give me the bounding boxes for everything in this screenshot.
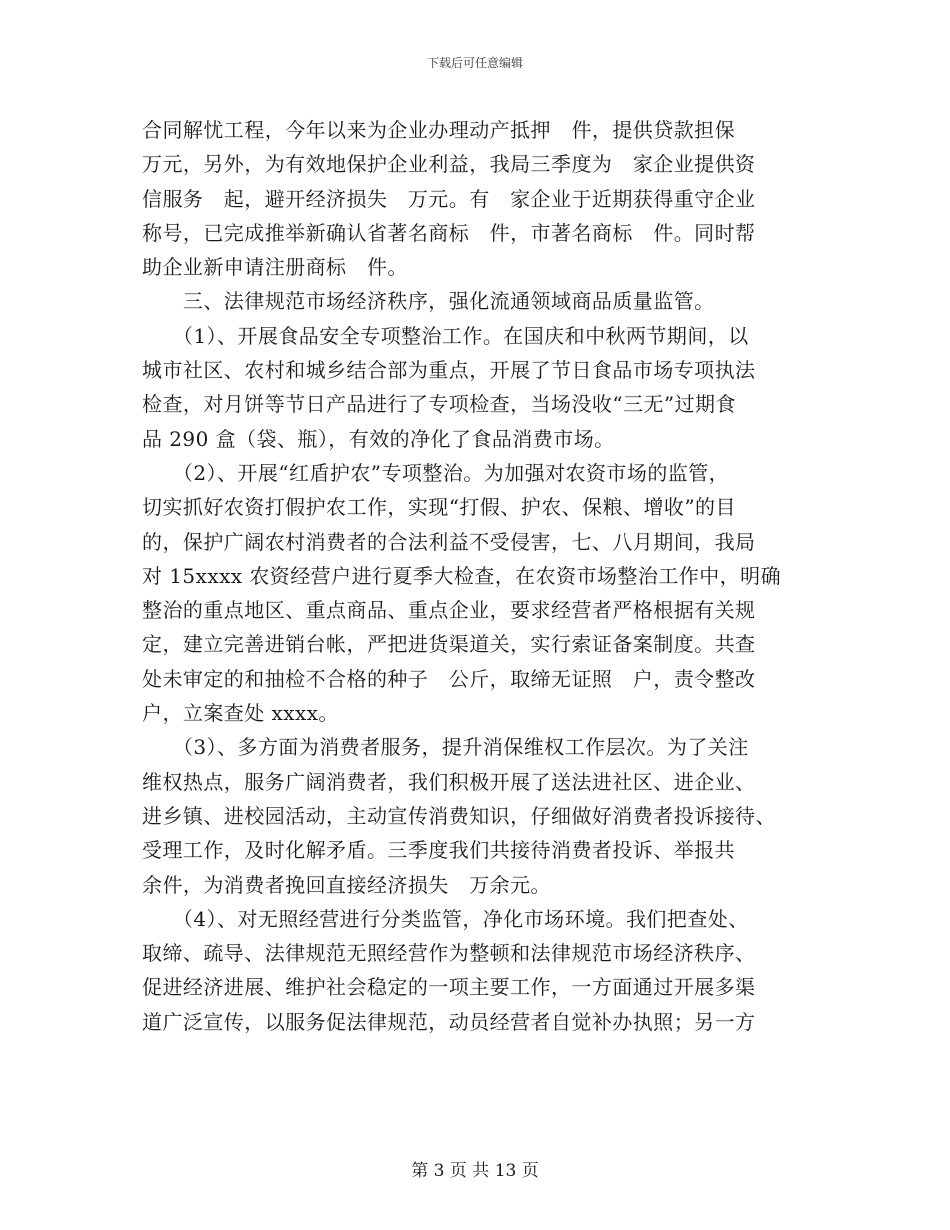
document-body bbox=[142, 113, 812, 1039]
text-line: （4）、对无照经营进行分类监管，净化市场环境。我们把查处、 bbox=[142, 906, 749, 931]
text-line: （3）、多方面为消费者服务，提升消保维权工作层次。为了关注 bbox=[142, 735, 749, 760]
text-line: 取缔、疏导、法律规范无照经营作为整顿和法律规范市场经济秩序、 bbox=[142, 941, 756, 966]
text-line: 合同解忧工程，今年以来为企业办理动产抵押 件，提供贷款担保 bbox=[142, 118, 736, 142]
text-line: 余件，为消费者挽回直接经济损失 万余元。 bbox=[142, 872, 551, 897]
text-line: 受理工作，及时化解矛盾。三季度我们共接待消费者投诉、举报共 bbox=[142, 838, 736, 863]
text-line: 进乡镇、进校园活动，主动宣传消费知识，仔细做好消费者投诉接待、 bbox=[142, 803, 776, 828]
text-line: 道广泛宣传，以服务促法律规范，动员经营者自觉补办执照；另一方 bbox=[142, 1009, 756, 1034]
text-line: 助企业新申请注册商标 件。 bbox=[142, 255, 408, 280]
text-line: 促进经济进展、维护社会稳定的一项主要工作，一方面通过开展多渠 bbox=[142, 975, 756, 1000]
text-line: 户，立案查处 xxxx。 bbox=[142, 701, 339, 726]
text-line: 切实抓好农资打假护农工作，实现“打假、护农、保粮、增收”的目 bbox=[142, 495, 736, 520]
text-line: 城市社区、农村和城乡结合部为重点，开展了节日食品市场专项执法 bbox=[142, 358, 756, 383]
section-heading: 三、法律规范市场经济秩序，强化流通领域商品质量监管。 bbox=[142, 289, 715, 314]
text-line: 检查，对月饼等节日产品进行了专项检查，当场没收“三无”过期食 bbox=[142, 392, 736, 417]
text-line: 称号，已完成推举新确认省著名商标 件，市著名商标 件。同时帮 bbox=[142, 220, 756, 245]
text-line: 的，保护广阔农村消费者的合法利益不受侵害，七、八月期间，我局 bbox=[142, 529, 756, 554]
text-line: 维权热点，服务广阔消费者，我们积极开展了送法进社区、进企业、 bbox=[142, 769, 756, 794]
text-line: 品 290 盒（袋、瓶），有效的净化了食品消费市场。 bbox=[142, 426, 615, 451]
text-line: （2）、开展“红盾护农”专项整治。为加强对农资市场的监管， bbox=[142, 460, 730, 485]
text-line: 定，建立完善进销台帐，严把进货渠道关，实行索证备案制度。共查 bbox=[142, 632, 756, 657]
text-line: 处未审定的和抽检不合格的种子 公斤，取缔无证照 户，责令整改 bbox=[142, 666, 756, 691]
text-line: （1）、开展食品安全专项整治工作。在国庆和中秋两节期间，以 bbox=[142, 323, 749, 348]
text-line: 对 15xxxx 农资经营户进行夏季大检查，在农资市场整治工作中，明确 bbox=[142, 563, 782, 588]
text-line: 信服务 起，避开经济损失 万元。有 家企业于近期获得重守企业 bbox=[142, 186, 756, 211]
page-header-note: 下载后可任意编辑 bbox=[426, 56, 523, 70]
text-line: 整治的重点地区、重点商品、重点企业，要求经营者严格根据有关规 bbox=[142, 598, 756, 623]
page-number: 第 3 页 共 13 页 bbox=[411, 1161, 539, 1181]
text-line: 万元，另外，为有效地保护企业利益，我局三季度为 家企业提供资 bbox=[142, 152, 756, 177]
